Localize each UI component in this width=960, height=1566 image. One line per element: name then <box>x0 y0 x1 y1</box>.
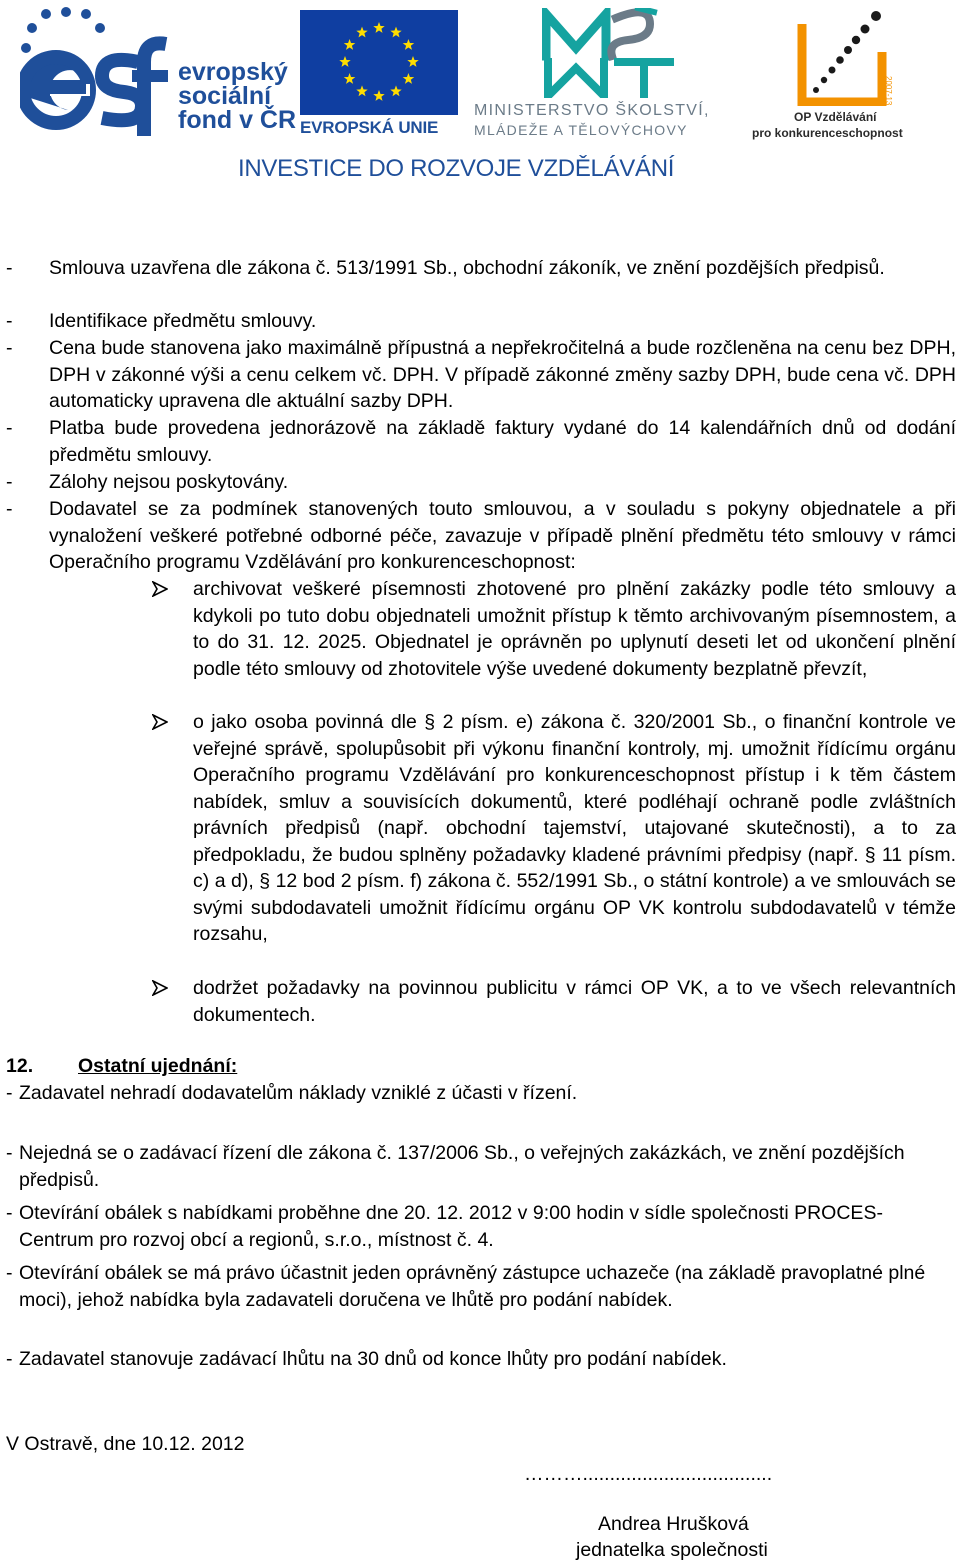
section-item <box>6 1346 956 1373</box>
esf-text-line-1: evropský <box>178 58 288 86</box>
contract-item <box>6 469 956 496</box>
place-and-date: V Ostravě, dne 10.12. 2012 <box>6 1433 245 1455</box>
contract-item-text: Platba bude provedena jednorázově na základě faktury vydané do 14 kalendářních dnů od dodání předmětu smlouvy. <box>49 417 956 466</box>
arrow-bullet-icon <box>152 714 168 730</box>
msmt-mark-icon <box>542 8 676 98</box>
op-vk-logo <box>752 6 932 138</box>
eu-logo <box>300 10 458 136</box>
sub-item <box>150 576 956 682</box>
msmt-name-line-2: MLÁDEŽE A TĚLOVÝCHOVY <box>474 122 688 138</box>
section-item <box>6 1140 956 1193</box>
dash-marker: - <box>6 417 13 439</box>
investice-slogan: INVESTICE DO ROZVOJE VZDĚLÁVÁNÍ <box>238 155 675 182</box>
contract-item <box>6 308 956 335</box>
esf-wordmark <box>178 60 296 132</box>
dash-marker: - <box>6 498 13 520</box>
op-years-label: 2007-13 <box>884 76 893 106</box>
section-number: 12. <box>6 1055 34 1077</box>
section-item <box>6 1260 956 1313</box>
section-item-text: Otevírání obálek se má právo účastnit jeden oprávněný zástupce uchazeče (na základě pravoplatné plné moci), jehož nabídka byla zadavateli doručena ve lhůtě pro podání nabídek. <box>19 1262 926 1311</box>
esf-text-line-2: sociální <box>178 82 272 110</box>
esf-text-line-3: fond v ČR <box>178 106 297 134</box>
eu-flag-icon <box>300 10 458 115</box>
section-item-text: Nejedná se o zadávací řízení dle zákona č. 137/2006 Sb., o veřejných zakázkách, ve znění pozdějších předpisů. <box>19 1142 905 1191</box>
msmt-name-line-1: MINISTERSTVO ŠKOLSTVÍ, <box>474 102 710 119</box>
signer-name: Andrea Hrušková <box>598 1513 749 1535</box>
msmt-logo <box>474 8 744 138</box>
section-item <box>6 1200 956 1253</box>
dash-marker: - <box>6 471 13 493</box>
sub-item <box>150 975 956 1028</box>
contract-item <box>6 496 956 576</box>
sub-item <box>150 709 956 948</box>
contract-item-text: Dodavatel se za podmínek stanovených touto smlouvou, a v souladu s pokyny objednatele a při vynaložení veškeré potřebné odborné péče, zavazuje v případě plnění předmětu této smlouvy v rámci Operačního programu Vzdělávání pro konkurenceschopnost: <box>49 498 956 573</box>
contract-item-text: Zálohy nejsou poskytovány. <box>49 471 289 493</box>
contract-item-text: Smlouva uzavřena dle zákona č. 513/1991 Sb., obchodní zákoník, ve znění pozdějších předpisů. <box>49 257 885 279</box>
contract-item-text: Identifikace předmětu smlouvy. <box>49 310 317 332</box>
contract-item <box>6 255 956 282</box>
logo-bar <box>0 0 960 200</box>
sub-item-text: o jako osoba povinná dle § 2 písm. e) zákona č. 320/2001 Sb., o finanční kontrole ve veřejné správě, spolupůsobit při výkonu finanční kontroly, mj. umožnit řídícímu orgánu Operačního programu Vzdělávání pro konkurenceschopnost přístup i k těm částem nabídek, smluv a souvisících dokumentů, které podléhají ochraně podle zvláštních právních předpisů (např. obchodní tajemství, utajované skutečnosti), a to za předpokladu, že budou splněny požadavky kladené právními předpisy (např. § 11 písm. c) a d), § 12 bod 2 písm. f) zákona č. 552/1991 Sb., o státní kontrole) a ve smlouvách se svými subdodavateli umožnit řídícímu orgánu OP VK kontrolu subdodavatelů v témže rozsahu, <box>193 711 956 945</box>
dash-marker: - <box>6 1082 13 1104</box>
esf-mark-icon <box>20 4 170 136</box>
dash-marker: - <box>6 1262 13 1284</box>
signature-line: ………................................... <box>524 1463 773 1485</box>
section-item-text: Zadavatel stanovuje zadávací lhůtu na 30 dnů od konce lhůty pro podání nabídek. <box>19 1348 727 1370</box>
dash-marker: - <box>6 1348 13 1370</box>
section-item-text: Otevírání obálek s nabídkami proběhne dne 20. 12. 2012 v 9:00 hodin v sídle společnosti PROCES-Centrum pro rozvoj obcí a regionů, s.r.o., místnost č. 4. <box>19 1202 883 1251</box>
dash-marker: - <box>6 310 13 332</box>
contract-item-text: Cena bude stanovena jako maximálně přípustná a nepřekročitelná a bude rozčleněna na cenu bez DPH, DPH v zákonné výši a cenu celkem vč. DPH. V případě zákonné změny sazby DPH, bude cena vč. DPH automaticky upravena dle aktuální sazby DPH. <box>49 337 956 412</box>
contract-item <box>6 335 956 415</box>
eu-label: EVROPSKÁ UNIE <box>300 118 439 137</box>
section-item-text: Zadavatel nehradí dodavatelům náklady vzniklé z účasti v řízení. <box>19 1082 578 1104</box>
dash-marker: - <box>6 1142 13 1164</box>
arrow-bullet-icon <box>152 581 168 597</box>
dash-marker: - <box>6 1202 13 1224</box>
dash-marker: - <box>6 337 13 359</box>
section-item <box>6 1080 956 1107</box>
op-title-line-2: pro konkurenceschopnost <box>752 126 903 140</box>
signer-role: jednatelka společnosti <box>576 1539 768 1561</box>
sub-item-text: archivovat veškeré písemnosti zhotovené pro plnění zakázky podle této smlouvy a kdykoli po tuto dobu objednateli umožnit přístup k těmto archivovaným písemnostem, a to do 31. 12. 2025. Objednatel je oprávněn po uplynutí deseti let od ukončení plnění podle této smlouvy od zhotovitele výše uvedené dokumenty bezplatně převzít, <box>193 578 956 680</box>
op-vk-mark-icon <box>788 6 898 106</box>
section-title: Ostatní ujednání: <box>78 1055 238 1077</box>
section-heading <box>6 1053 237 1080</box>
dash-marker: - <box>6 257 13 279</box>
arrow-bullet-icon <box>152 980 168 996</box>
op-title-line-1: OP Vzdělávání <box>794 110 877 124</box>
contract-item <box>6 415 956 468</box>
sub-item-text: dodržet požadavky na povinnou publicitu v rámci OP VK, a to ve všech relevantních dokumentech. <box>193 977 956 1026</box>
